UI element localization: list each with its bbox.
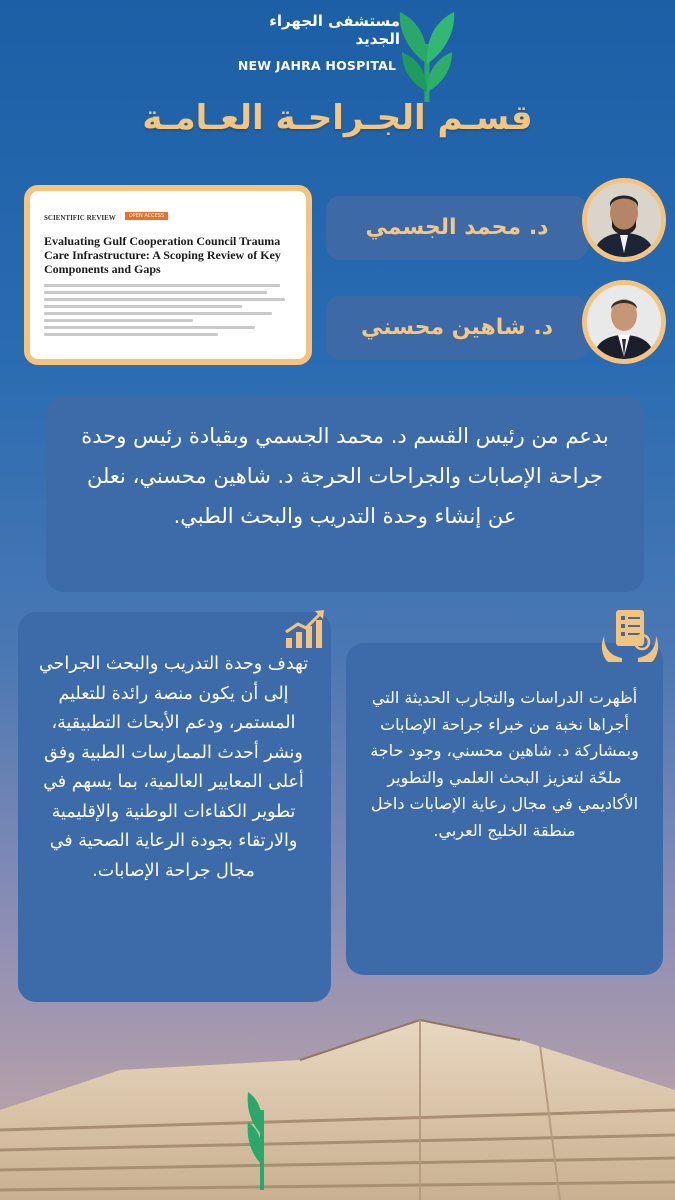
studies-info-box: [346, 643, 663, 975]
person-photo-icon: [587, 285, 661, 359]
paper-preview-card: [24, 185, 312, 365]
intro-announcement-box: [46, 396, 644, 592]
logo-arabic-text: مستشفى الجهراء الجديد: [269, 12, 400, 48]
unit-goal-box: [18, 612, 331, 1002]
person-photo-icon: [587, 183, 661, 257]
intro-text: بدعم من رئيس القسم د. محمد الجسمي وبقيادة رئيس وحدة جراحة الإصابات والجراحات الحرجة د. شاهين محسني، نعلن عن إنشاء وحدة التدريب والبحث الطبي.: [81, 424, 609, 528]
checklist-hands-icon: [600, 606, 660, 664]
avatar: [582, 178, 666, 262]
growth-chart-icon: [282, 606, 328, 652]
department-title: قسـم الجـراحـة العـامـة: [142, 98, 533, 138]
person-name-pill: [326, 196, 588, 260]
paper-title: Evaluating Gulf Cooperation Council Trauma Care Infrastructure: A Scoping Review of Key Components and Gaps: [44, 234, 281, 276]
study-text: أظهرت الدراسات والتجارب الحديثة التي أجراها نخبة من خبراء جراحة الإصابات وبمشاركة د. شاهين محسني، وجود حاجة ملحّة لتعزيز البحث العلمي والتطوير الأكاديمي في مجال رعاية الإصابات داخل منطقة الخليج العربي.: [370, 688, 639, 840]
paper-badge: OPEN ACCESS: [125, 212, 168, 220]
paper-section-tag: [44, 205, 292, 224]
logo-english-text: NEW JAHRA HOSPITAL: [237, 58, 397, 73]
avatar: [582, 280, 666, 364]
person-name-pill: [326, 296, 588, 360]
paper-body-lines: [44, 284, 292, 336]
hospital-logo-icon: [392, 4, 462, 104]
person-name: د. شاهين محسني: [361, 315, 553, 340]
paper-tag-label: SCIENTIFIC REVIEW: [44, 214, 116, 222]
hospital-building-illustration: [0, 1000, 675, 1200]
goal-text: تهدف وحدة التدريب والبحث الجراحي إلى أن يكون منصة رائدة للتعليم المستمر، ودعم الأبحاث التطبيقية، ونشر أحدث الممارسات الطبية وفق أعلى المعايير العالمية، بما يسهم في تطوير الكفاءات الوطنية والإقليمية والارتقاء بجودة الرعاية الصحية في مجال جراحة الإصابات.: [38, 654, 309, 881]
person-name: د. محمد الجسمي: [365, 215, 549, 240]
